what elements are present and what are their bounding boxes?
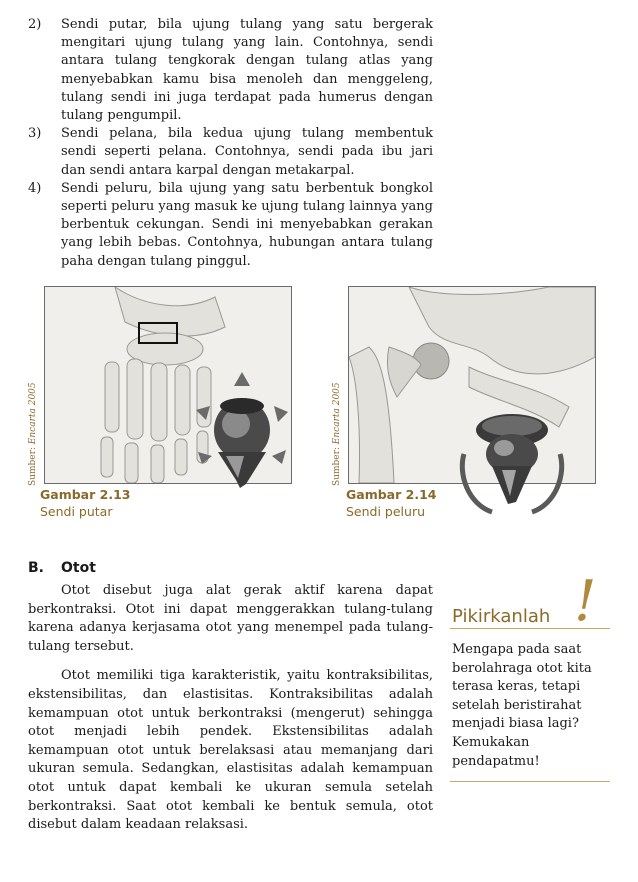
ball-joint-model — [458, 404, 566, 516]
caption-title: Gambar 2.14 — [346, 487, 437, 502]
source-credit — [28, 382, 38, 486]
list-number: 4) — [28, 180, 42, 196]
pikirkanlah-box — [450, 569, 610, 782]
paragraph: Otot disebut juga alat gerak aktif karena dapat berkontraksi. Otot ini dapat menggerakkan tulang-tulang karena adanya kerjasama otot yang menempel pada tulang-tulang tersebut. — [28, 583, 433, 654]
body-text — [28, 582, 433, 846]
caption-text: Sendi peluru — [346, 504, 426, 519]
list-number: 2) — [28, 17, 42, 32]
source-label: Sumber: — [332, 447, 342, 486]
source-value: Encarta 2005 — [28, 382, 38, 445]
section-letter: B. — [28, 560, 44, 576]
list-text: Sendi putar, bila ujung tulang yang satu bergerak mengitari ujung tulang yang lain. Contohnya, sendi antara tulang tengkorak dengan tulang atlas yang menyebabkan kamu bisa menoleh dan menggeleng, tulang sendi ini juga terdapat pada humerus dengan tulang pengumpil. — [61, 17, 433, 124]
list-number: 3) — [28, 126, 42, 142]
source-credit — [332, 382, 342, 486]
source-label: Sumber: — [28, 447, 38, 486]
list-item — [28, 125, 433, 180]
section-heading — [28, 560, 96, 576]
figure-caption — [346, 486, 436, 520]
divider — [450, 781, 610, 782]
list-text: Sendi pelana, bila kedua ujung tulang membentuk sendi seperti pelana. Contohnya, sendi pada ibu jari dan sendi antara karpal dengan metakarpal. — [61, 126, 433, 178]
list-text: Sendi peluru, bila ujung yang satu berbentuk bongkol seperti peluru yang masuk ke ujung tulang lainnya yang berbentuk cekungan. Sendi ini menyebabkan gerakan yang lebih bebas. Contohnya, hubungan antara tulang paha dengan tulang pinggul. — [61, 180, 433, 269]
paragraph: Otot memiliki tiga karakteristik, yaitu kontraksibilitas, ekstensibilitas, dan elastisitas. Kontraksibilitas adalah kemampuan otot untuk berkontraksi (mengerut) sehingga otot menjadi lebih pendek. Ekstensibilitas adalah kemampuan otot untuk berelaksasi atau memanjang dari ukuran semula. Sedangkan, elastisitas adalah kemampuan otot untuk dapat kembali ke ukuran semula setelah berkontraksi. Saat otot kembali ke bentuk semula, otot disebut dalam keadaan relaksasi. — [28, 668, 433, 833]
pivot-joint-model — [188, 372, 296, 492]
list-item — [28, 180, 433, 271]
section-title: Otot — [61, 560, 96, 576]
pikirkanlah-header — [450, 569, 610, 634]
caption-title: Gambar 2.13 — [40, 487, 131, 502]
list-item — [28, 16, 433, 125]
exclamation-icon: ! — [574, 569, 597, 634]
joint-type-list — [28, 16, 433, 271]
pikirkanlah-title: Pikirkanlah — [452, 606, 551, 627]
caption-text: Sendi putar — [40, 504, 113, 519]
source-value: Encarta 2005 — [332, 382, 342, 445]
figure-caption — [40, 486, 130, 520]
pikirkanlah-question: Mengapa pada saat berolahraga otot kita terasa keras, tetapi setelah beristirahat menjadi biasa lagi? Kemukakan pendapatmu! — [452, 642, 592, 769]
